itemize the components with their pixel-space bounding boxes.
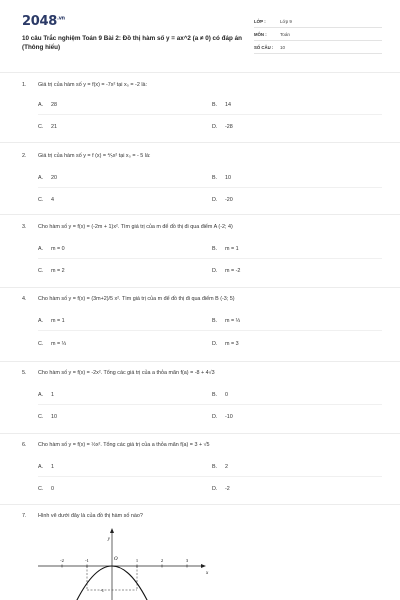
- option-letter: C.: [38, 414, 44, 420]
- logo-text: 2048: [22, 14, 57, 29]
- y-tick-label: -1: [100, 588, 104, 593]
- question-stem: [22, 511, 382, 521]
- option-value: -2: [225, 486, 230, 492]
- option-a[interactable]: [38, 392, 54, 398]
- question-stem: [22, 222, 382, 232]
- option-c[interactable]: [38, 414, 57, 420]
- option-a[interactable]: [38, 102, 57, 108]
- option-letter: D.: [212, 268, 218, 274]
- option-letter: A.: [38, 392, 44, 398]
- option-c[interactable]: [38, 341, 66, 347]
- question-divider: [0, 287, 400, 288]
- option-d[interactable]: [212, 414, 233, 420]
- meta-value: Lớp 9: [280, 19, 292, 24]
- question-text: Cho hàm số y = f(x) = ½x². Tổng các giá trị của a thỏa mãn f(a) = 3 + √5: [38, 442, 210, 448]
- question-divider: [0, 214, 400, 215]
- question-stem: [22, 440, 382, 450]
- option-b[interactable]: [212, 246, 239, 252]
- option-b[interactable]: [212, 102, 231, 108]
- option-b[interactable]: [212, 392, 228, 398]
- parabola-graph: [34, 526, 224, 600]
- question-divider: [0, 361, 400, 362]
- meta-row-subject: [254, 29, 382, 41]
- x-axis-arrow: [201, 564, 206, 568]
- meta-value: Toán: [280, 32, 290, 37]
- option-value: m = 3: [225, 341, 239, 347]
- y-axis-arrow: [110, 528, 114, 533]
- option-a[interactable]: [38, 464, 54, 470]
- option-letter: D.: [212, 414, 218, 420]
- x-tick-label: -2: [60, 558, 64, 563]
- option-letter: B.: [212, 246, 218, 252]
- question-number: 6.: [22, 442, 27, 448]
- question-text: Giá trị của hàm số y = f (x) = ⅘x² tại x₀ = - 5 là:: [38, 153, 151, 159]
- logo-suffix: .vn: [56, 15, 65, 22]
- option-b[interactable]: [212, 318, 240, 324]
- option-value: 28: [51, 102, 57, 108]
- option-b[interactable]: [212, 464, 228, 470]
- option-value: 10: [225, 175, 231, 181]
- question-number: 3.: [22, 224, 27, 230]
- x-tick-label: 2: [160, 558, 164, 563]
- option-a[interactable]: [38, 175, 57, 181]
- option-value: m = -2: [225, 268, 241, 274]
- option-letter: B.: [212, 318, 218, 324]
- option-value: m = 0: [51, 246, 65, 252]
- option-d[interactable]: [212, 341, 239, 347]
- meta-row-class: [254, 16, 382, 28]
- option-letter: B.: [212, 102, 218, 108]
- question-divider: [0, 142, 400, 143]
- question-divider: [0, 504, 400, 505]
- option-letter: A.: [38, 102, 44, 108]
- question-1: [22, 80, 382, 130]
- meta-panel: [254, 16, 382, 55]
- question-number: 4.: [22, 296, 27, 302]
- question-number: 7.: [22, 513, 27, 519]
- question-5: [22, 368, 382, 420]
- option-divider: [38, 114, 382, 115]
- question-stem: [22, 368, 382, 378]
- document-title: 10 câu Trắc nghiệm Toán 9 Bài 2: Đồ thị hàm số y = ax^2 (a ≠ 0) có đáp án (Thông hiểu): [22, 35, 242, 51]
- option-letter: D.: [212, 341, 218, 347]
- header-divider: [0, 72, 400, 73]
- option-value: m = ⅓: [51, 341, 67, 347]
- question-divider: [0, 433, 400, 434]
- option-value: 0: [225, 392, 228, 398]
- option-d[interactable]: [212, 197, 233, 203]
- question-stem: [22, 80, 382, 90]
- option-value: -28: [225, 124, 233, 130]
- option-value: m = 2: [51, 268, 65, 274]
- header: [22, 14, 382, 64]
- option-b[interactable]: [212, 175, 231, 181]
- x-tick-label: 3: [185, 558, 189, 563]
- option-letter: B.: [212, 175, 218, 181]
- option-c[interactable]: [38, 124, 57, 130]
- option-c[interactable]: [38, 486, 54, 492]
- site-logo[interactable]: [22, 14, 65, 29]
- question-6: [22, 440, 382, 492]
- question-stem: [22, 294, 382, 304]
- option-letter: C.: [38, 124, 44, 130]
- option-letter: D.: [212, 486, 218, 492]
- meta-row-count: [254, 42, 382, 54]
- option-value: 1: [51, 464, 54, 470]
- option-letter: B.: [212, 464, 218, 470]
- option-divider: [38, 187, 382, 188]
- option-value: m = 1: [51, 318, 65, 324]
- option-letter: C.: [38, 341, 44, 347]
- question-number: 2.: [22, 153, 27, 159]
- question-text: Cho hàm số y = f(x) = -2x². Tổng các giá trị của a thỏa mãn f(a) = -8 + 4√3: [38, 370, 215, 376]
- option-value: 1: [51, 392, 54, 398]
- meta-label: LỚP :: [254, 19, 266, 24]
- option-divider: [38, 258, 382, 259]
- option-value: 21: [51, 124, 57, 130]
- option-letter: B.: [212, 392, 218, 398]
- question-3: [22, 222, 382, 274]
- meta-label: MÔN :: [254, 32, 267, 37]
- option-value: 14: [225, 102, 231, 108]
- question-text: Cho hàm số y = f(x) = (-2m + 1)x². Tìm giá trị của m để đồ thị đi qua điểm A (-2; 4): [38, 224, 233, 230]
- y-axis-label: y: [107, 537, 110, 542]
- option-letter: D.: [212, 197, 218, 203]
- option-letter: C.: [38, 486, 44, 492]
- option-value: 0: [51, 486, 54, 492]
- question-text: Cho hàm số y = f(x) = (3m+2)/5 x². Tìm giá trị của m để đồ thị đi qua điểm B (-3; 5): [38, 296, 235, 302]
- option-letter: C.: [38, 197, 44, 203]
- option-letter: A.: [38, 318, 44, 324]
- question-4: [22, 294, 382, 347]
- option-letter: D.: [212, 124, 218, 130]
- question-text: Giá trị của hàm số y = f(x) = -7x² tại x₀ = -2 là:: [38, 82, 148, 88]
- question-7: [22, 511, 382, 521]
- option-value: -10: [225, 414, 233, 420]
- question-number: 5.: [22, 370, 27, 376]
- meta-value: 10: [280, 45, 286, 50]
- option-value: 4: [51, 197, 54, 203]
- option-value: m = 1: [225, 246, 239, 252]
- option-letter: A.: [38, 464, 44, 470]
- option-value: 2: [225, 464, 228, 470]
- question-text: Hình vẽ dưới đây là của đồ thị hàm số nào?: [38, 513, 143, 519]
- option-d[interactable]: [212, 268, 240, 274]
- option-letter: A.: [38, 246, 44, 252]
- option-a[interactable]: [38, 318, 65, 324]
- origin-label: O: [114, 557, 118, 562]
- option-letter: A.: [38, 175, 44, 181]
- option-divider: [38, 476, 382, 477]
- question-stem: [22, 151, 382, 161]
- option-divider: [38, 330, 382, 331]
- option-value: -20: [225, 197, 233, 203]
- x-tick-label: -1: [85, 558, 89, 563]
- question-2: [22, 151, 382, 203]
- option-d[interactable]: [212, 124, 233, 130]
- option-c[interactable]: [38, 268, 65, 274]
- option-value: 10: [51, 414, 57, 420]
- meta-label: SỐ CÂU :: [254, 45, 274, 50]
- option-value: 20: [51, 175, 57, 181]
- x-tick-label: 1: [135, 558, 139, 563]
- option-divider: [38, 404, 382, 405]
- option-value: m = ⅓: [225, 318, 241, 324]
- question-number: 1.: [22, 82, 27, 88]
- x-axis-label: x: [206, 571, 209, 576]
- option-d[interactable]: [212, 486, 230, 492]
- option-a[interactable]: [38, 246, 65, 252]
- option-letter: C.: [38, 268, 44, 274]
- option-c[interactable]: [38, 197, 54, 203]
